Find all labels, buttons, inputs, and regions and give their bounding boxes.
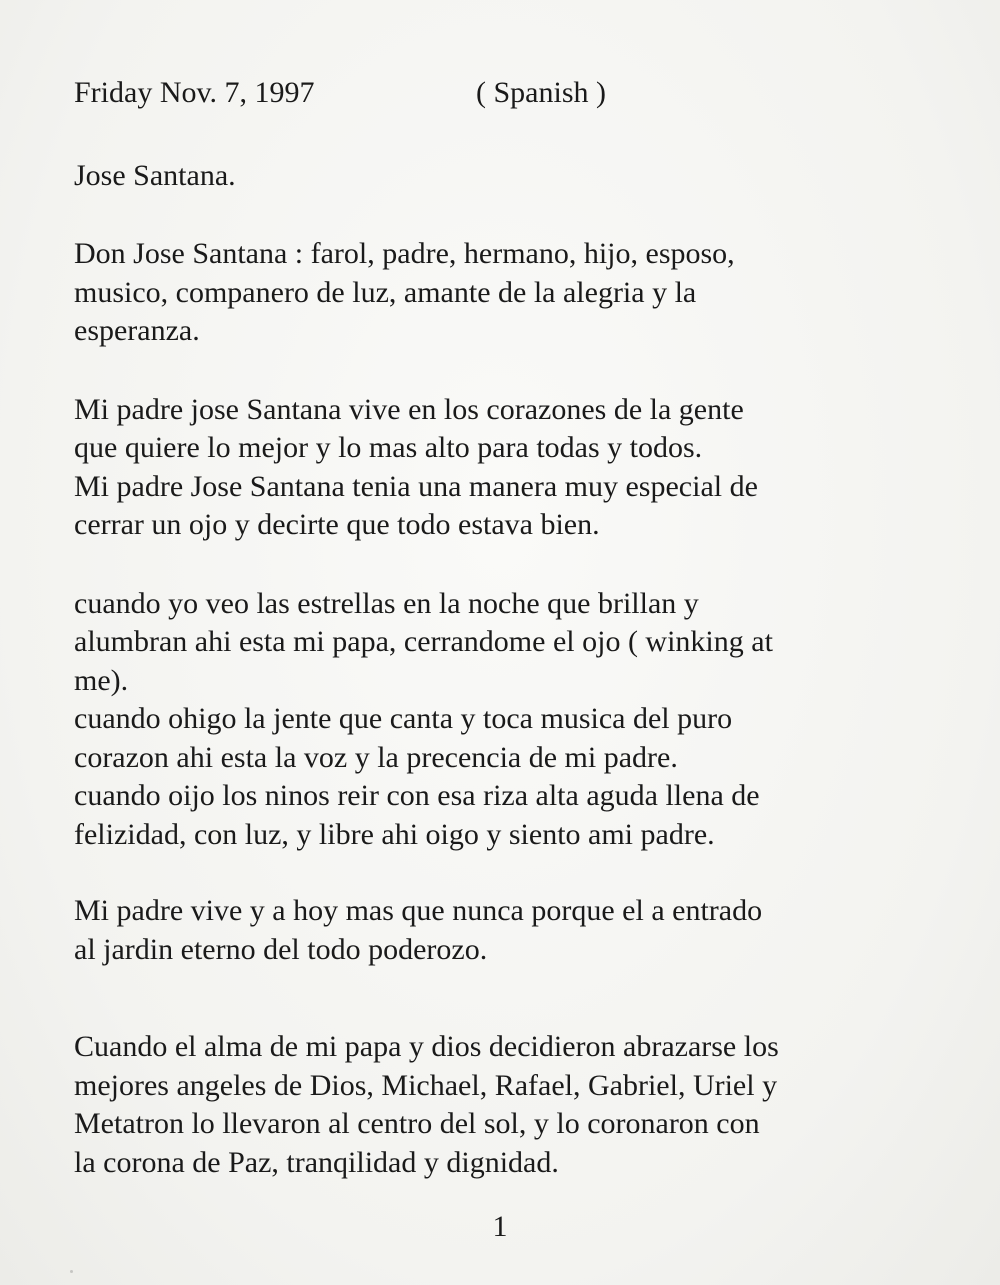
language-note: ( Spanish ) [476,76,606,109]
text-line: alumbran ahi esta mi papa, cerrandome el ojo ( winking at [74,625,773,658]
text-line: corazon ahi esta la voz y la precencia de mi padre. [74,740,678,774]
text-line: musico, companero de luz, amante de la alegria y la [74,275,697,309]
text-line: Mi padre jose Santana vive en los corazones de la gente [74,392,744,426]
text-line: cuando yo veo las estrellas en la noche que brillan y [74,586,699,620]
text-line: Mi padre vive y a hoy mas que nunca porque el a entrado [74,894,763,927]
text-line: al jardin eterno del todo poderozo. [74,932,488,966]
letter-header [74,74,954,114]
letter-subject: Jose Santana. [74,159,236,192]
paragraph-2 [74,391,954,545]
letter-date: Friday Nov. 7, 1997 [74,76,315,109]
paragraph-4 [74,892,954,969]
paragraph-1 [74,235,954,351]
text-line: cuando oijo los ninos reir con esa riza alta aguda llena de [74,779,760,812]
text-line: mejores angeles de Dios, Michael, Rafael, Gabriel, Uriel y [74,1068,778,1102]
text-line: que quiere lo mejor y lo mas alto para todas y todos. [74,431,703,464]
text-line: la corona de Paz, tranqilidad y dignidad. [74,1145,559,1179]
text-line: Metatron lo llevaron al centro del sol, y lo coronaron con [74,1107,760,1140]
text-line: Mi padre Jose Santana tenia una manera muy especial de [74,469,758,503]
text-line: Cuando el alma de mi papa y dios decidieron abrazarse los [74,1030,779,1063]
paragraph-3 [74,585,954,855]
scan-speck [70,1270,73,1273]
paragraph-5 [74,1028,954,1182]
text-line: Don Jose Santana : farol, padre, hermano, hijo, esposo, [74,237,735,270]
text-line: me). [74,663,129,697]
text-line: cerrar un ojo y decirte que todo estava bien. [74,508,600,541]
text-line: felizidad, con luz, y libre ahi oigo y siento ami padre. [74,817,715,851]
text-line: esperanza. [74,314,200,347]
letter-body [74,74,954,1182]
text-line: cuando ohigo la jente que canta y toca musica del puro [74,702,733,735]
page-number: 1 [492,1210,508,1243]
